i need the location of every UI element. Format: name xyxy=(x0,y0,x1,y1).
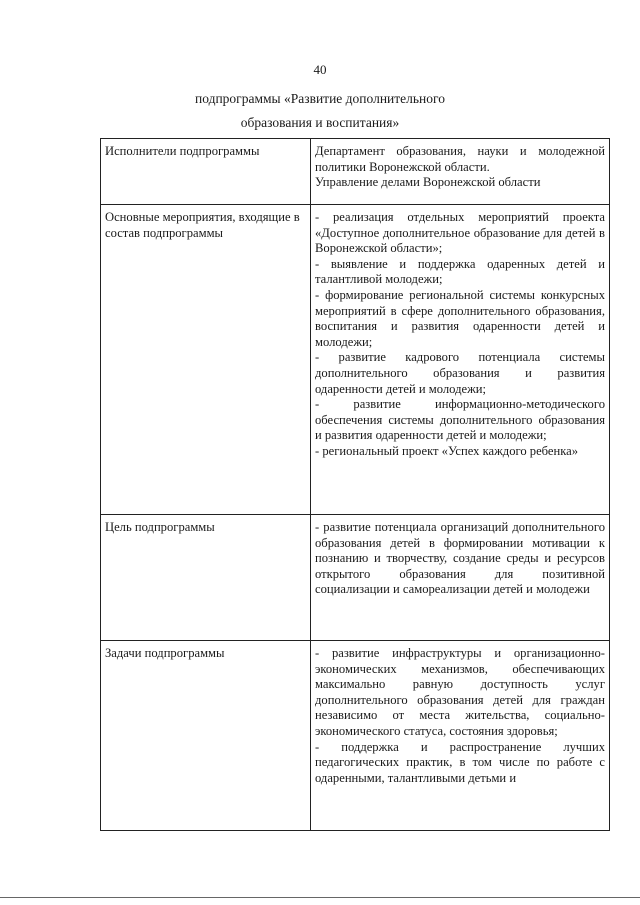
list-item: - формирование региональной системы конкурсных мероприятий в сфере дополнительного образования, воспитания и развития одаренности детей и молодежи; xyxy=(315,287,605,349)
table-row-executors xyxy=(101,139,610,205)
list-item: - региональный проект «Успех каждого ребенка» xyxy=(315,443,579,458)
table-row-tasks xyxy=(101,641,610,831)
list-item: - реализация отдельных мероприятий проекта «Доступное дополнительное образование для детей в Воронежской области»; xyxy=(315,210,605,256)
row-label: Задачи подпрограммы xyxy=(101,641,311,831)
list-item: - поддержка и распространение лучших педагогических практик, в том числе по работе с одаренными, талантливыми детьми и xyxy=(315,739,605,785)
row-label: Цель подпрограммы xyxy=(101,515,311,641)
page-number: 40 xyxy=(313,62,327,77)
list-item: - выявление и поддержка одаренных детей и талантливой молодежи; xyxy=(315,256,605,287)
row-value xyxy=(311,139,610,205)
list-item: - развитие инфраструктуры и организационно-экономических механизмов, обеспечивающих максимально равную доступность услуг дополнительного образования детей для граждан независимо от места жительства, социально-экономического статуса, состояния здоровья; xyxy=(315,646,605,738)
row-label: Исполнители подпрограммы xyxy=(101,139,311,205)
row-value xyxy=(311,641,610,831)
table-row-goal xyxy=(101,515,610,641)
section-heading-line-1: подпрограммы «Развитие дополнительного xyxy=(195,91,445,106)
section-heading-line-2: образования и воспитания» xyxy=(240,115,400,130)
table-row-main-activities xyxy=(101,205,610,515)
list-item: - развитие кадрового потенциала системы дополнительного образования и развития одаренности детей и молодежи; xyxy=(315,350,605,396)
subprogram-passport-table xyxy=(100,138,610,831)
list-item: Управление делами Воронежской области xyxy=(315,175,541,190)
scan-edge-line xyxy=(0,897,640,898)
row-value xyxy=(311,515,610,641)
list-item: Департамент образования, науки и молодежной политики Воронежской области. xyxy=(315,144,605,174)
list-item: - развитие информационно-методического обеспечения системы дополнительного образования и развития одаренности детей и молодежи; xyxy=(315,397,605,443)
row-value xyxy=(311,205,610,515)
row-label: Основные мероприятия, входящие в состав подпрограммы xyxy=(101,205,311,515)
list-item: - развитие потенциала организаций дополнительного образования детей в формировании мотивации к познанию и творчеству, создание среды и ресурсов открытого образования для позитивной социализации и самореализации детей и молодежи xyxy=(315,520,605,597)
